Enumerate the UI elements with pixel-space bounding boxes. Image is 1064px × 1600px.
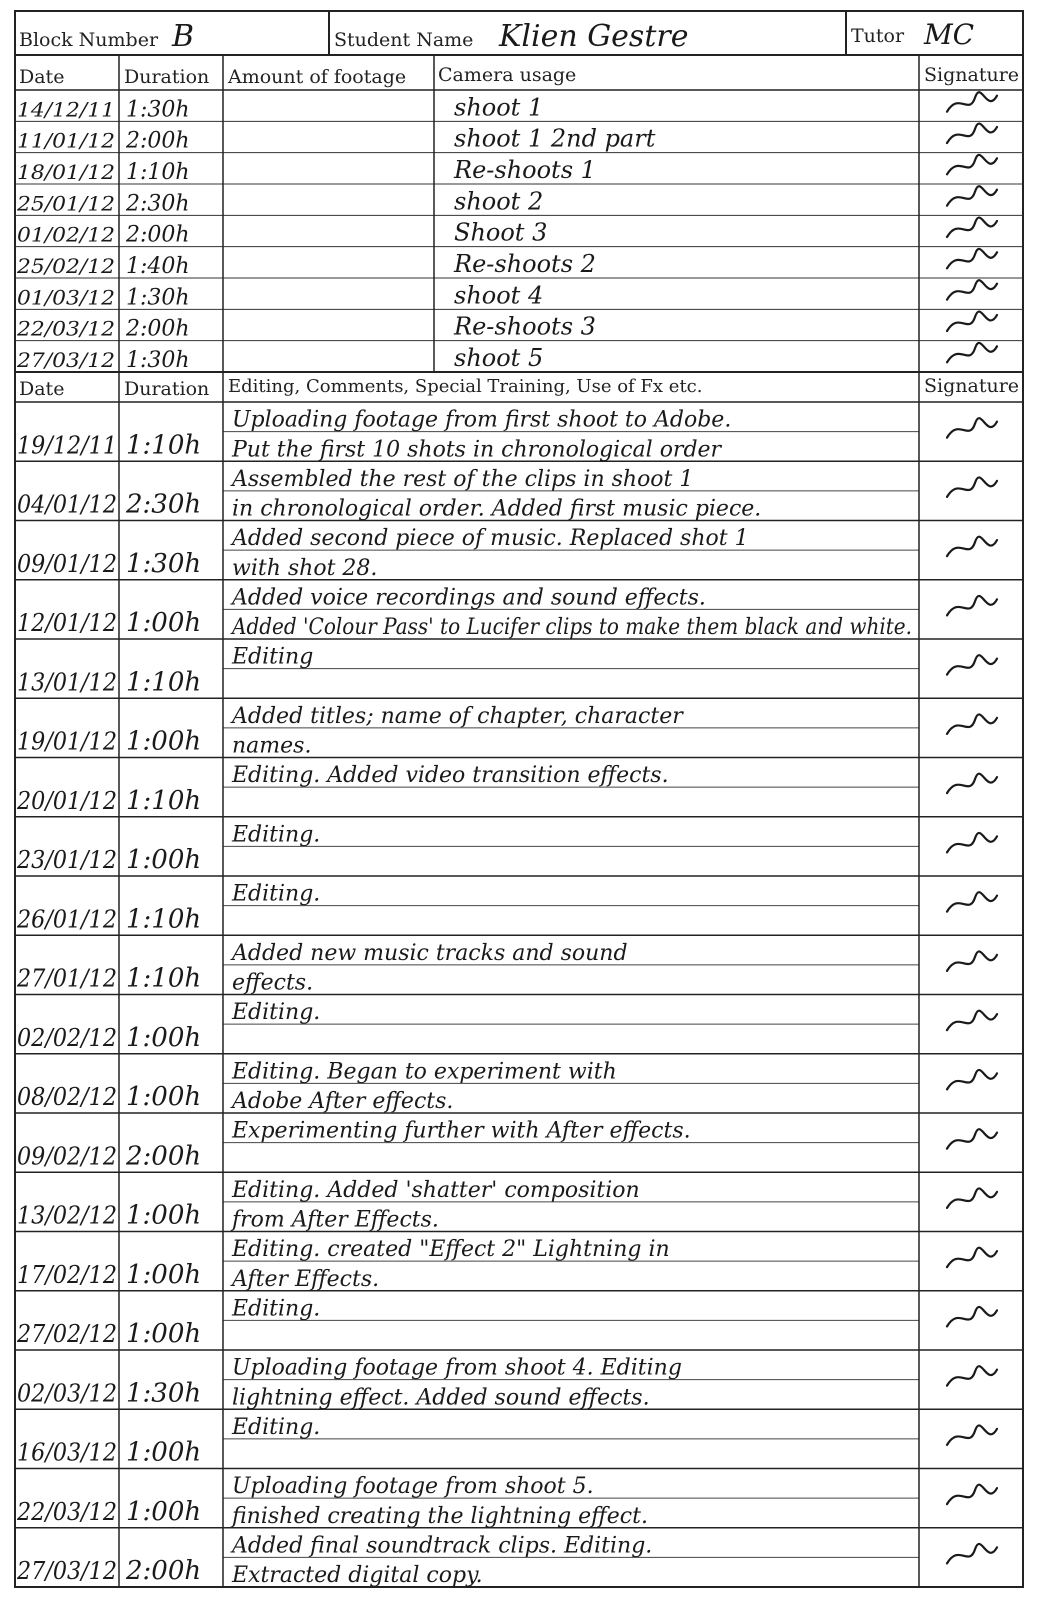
- editing-date-cell: 22/03/12: [16, 1497, 118, 1526]
- camera-duration-cell: 2:00h: [126, 222, 190, 248]
- camera-date-cell: 01/03/12: [17, 285, 115, 310]
- editing-signature: [947, 477, 997, 496]
- editing-comment-line2: from After Effects.: [232, 1207, 439, 1233]
- camera-signature: [947, 92, 997, 111]
- camera-usage-cell: shoot 2: [454, 187, 544, 216]
- editing-comment-line2: Adobe After effects.: [232, 1089, 454, 1114]
- editing-date-cell: 27/01/12: [16, 964, 118, 993]
- editing-signature-header: Signature: [924, 375, 1020, 397]
- editing-date-cell: 12/01/12: [17, 609, 117, 637]
- editing-row: [15, 1119, 1023, 1173]
- editing-date-cell: 23/01/12: [16, 846, 118, 874]
- camera-duration-cell: 2:30h: [126, 191, 190, 217]
- editing-date-cell: 19/01/12: [17, 727, 117, 756]
- editing-row: [15, 585, 1023, 640]
- editing-date-cell: 26/01/12: [16, 905, 118, 934]
- editing-duration-cell: 1:00h: [126, 1022, 202, 1053]
- camera-usage-header: Camera usage: [438, 64, 577, 86]
- editing-comment-line1: Experimenting further with After effects.: [232, 1118, 691, 1144]
- camera-row: [15, 249, 1023, 279]
- editing-signature: [947, 892, 997, 911]
- editing-date-cell: 16/03/12: [17, 1438, 117, 1467]
- editing-duration-cell: 1:10h: [126, 785, 202, 816]
- editing-signature: [947, 1544, 997, 1563]
- editing-duration-cell: 1:10h: [126, 430, 202, 461]
- editing-row: [15, 1000, 1023, 1054]
- editing-row: [15, 1237, 1023, 1292]
- editing-row: [15, 467, 1023, 522]
- camera-usage-cell: shoot 5: [454, 344, 544, 372]
- editing-row: [15, 1059, 1023, 1114]
- camera-date-cell: 01/02/12: [17, 222, 115, 247]
- editing-date-cell: 02/03/12: [17, 1379, 117, 1408]
- camera-signature: [947, 218, 997, 237]
- editing-comment-line2: effects.: [232, 970, 314, 996]
- editing-signature: [947, 1129, 997, 1148]
- editing-date-cell: 13/01/12: [17, 668, 117, 697]
- camera-signature-header: Signature: [924, 64, 1020, 86]
- editing-comment-line1: Added final soundtrack clips. Editing.: [232, 1533, 653, 1559]
- editing-row: [15, 408, 1023, 463]
- camera-signature: [947, 343, 997, 362]
- editing-signature: [947, 1188, 997, 1207]
- editing-duration-cell: 1:30h: [126, 548, 202, 579]
- tutor-label: Tutor: [851, 25, 905, 47]
- editing-duration-cell: 1:00h: [126, 608, 202, 638]
- editing-duration-cell: 1:10h: [126, 667, 202, 698]
- log-sheet: [14, 10, 1044, 1590]
- camera-duration-cell: 2:00h: [126, 316, 190, 342]
- editing-row: [16, 1533, 997, 1588]
- editing-comment-line1: Uploading footage from shoot 4. Editing: [232, 1355, 682, 1381]
- editing-signature: [947, 1070, 997, 1089]
- editing-comment-line1: Editing.: [232, 1000, 321, 1026]
- editing-date-cell: 13/02/12: [17, 1201, 117, 1230]
- camera-row: [16, 343, 997, 373]
- editing-comment-line2: in chronological order. Added first music piece.: [232, 496, 762, 522]
- editing-date-cell: 08/02/12: [17, 1083, 117, 1111]
- camera-date-header: Date: [19, 66, 65, 88]
- editing-date-cell: 20/01/12: [16, 786, 118, 815]
- editing-date-cell: 19/12/11: [17, 431, 117, 460]
- editing-comment-line2: lightning effect. Added sound effects.: [232, 1385, 650, 1411]
- log-sheet-grid: [14, 10, 1044, 1590]
- editing-signature: [947, 1011, 997, 1030]
- student-name-value: Klien Gestre: [499, 19, 689, 54]
- camera-signature: [947, 312, 997, 331]
- editing-duration-cell: 1:00h: [126, 1200, 202, 1231]
- editing-duration-cell: 1:00h: [126, 845, 202, 875]
- editing-comment-line1: Editing.: [232, 1296, 321, 1322]
- editing-comment-line2: Put the first 10 shots in chronological order: [232, 437, 722, 463]
- editing-comment-line2: Extracted digital copy.: [232, 1563, 483, 1588]
- camera-date-cell: 27/03/12: [15, 348, 116, 372]
- editing-comment-line2: with shot 28.: [232, 555, 378, 581]
- camera-signature: [947, 155, 997, 174]
- camera-duration-header: Duration: [124, 66, 210, 88]
- camera-row: [15, 124, 1023, 154]
- editing-signature: [947, 833, 997, 852]
- editing-row: [15, 1356, 1023, 1411]
- editing-duration-cell: 1:10h: [126, 904, 202, 935]
- editing-duration-cell: 1:00h: [126, 1082, 202, 1112]
- block-number-value: B: [172, 19, 195, 54]
- editing-comment-line1: Added titles; name of chapter, character: [232, 703, 683, 729]
- camera-date-cell: 14/12/11: [17, 97, 115, 122]
- editing-signature: [947, 1248, 997, 1267]
- camera-duration-cell: 1:30h: [126, 97, 190, 123]
- editing-comment-line1: Uploading footage from shoot 5.: [232, 1474, 594, 1500]
- camera-row: [15, 186, 1023, 216]
- editing-comment-line1: Editing. Began to experiment with: [232, 1059, 617, 1085]
- camera-date-cell: 25/02/12: [15, 254, 116, 278]
- editing-comments-header: Editing, Comments, Special Training, Use of Fx etc.: [228, 376, 703, 397]
- editing-duration-cell: 1:30h: [126, 1378, 202, 1409]
- editing-date-cell: 27/02/12: [16, 1320, 118, 1348]
- camera-row: [15, 155, 1023, 185]
- camera-signature: [947, 186, 997, 205]
- camera-usage-cell: shoot 4: [454, 281, 544, 310]
- editing-signature: [947, 1485, 997, 1504]
- editing-signature: [947, 537, 997, 556]
- camera-duration-cell: 1:40h: [126, 254, 190, 279]
- editing-comment-line1: Editing.: [232, 1414, 321, 1440]
- student-name-label: Student Name: [334, 29, 474, 51]
- editing-comment-line1: Added new music tracks and sound: [232, 940, 628, 966]
- editing-date-cell: 04/01/12: [17, 490, 117, 519]
- camera-usage-cell: Re-shoots 3: [454, 312, 596, 341]
- camera-row: [15, 280, 1023, 310]
- camera-date-cell: 18/01/12: [17, 160, 115, 184]
- editing-row: [15, 1296, 1023, 1350]
- editing-comment-line1: Editing. Added 'shatter' composition: [232, 1177, 640, 1203]
- camera-signature: [947, 124, 997, 143]
- camera-row: [15, 218, 1023, 248]
- tutor-value: MC: [924, 18, 975, 51]
- camera-usage-cell: Re-shoots 2: [454, 250, 596, 278]
- editing-duration-cell: 1:00h: [126, 1496, 202, 1527]
- camera-duration-cell: 1:30h: [126, 348, 190, 373]
- editing-date-header: Date: [19, 378, 65, 400]
- editing-signature: [947, 596, 997, 615]
- editing-duration-cell: 1:00h: [126, 1259, 202, 1290]
- editing-date-cell: 09/02/12: [17, 1142, 117, 1171]
- editing-date-cell: 17/02/12: [17, 1260, 117, 1289]
- editing-comment-line2: After Effects.: [232, 1266, 380, 1292]
- editing-comment-line1: Editing: [232, 644, 314, 670]
- editing-comment-line2: names.: [232, 733, 312, 759]
- editing-duration-cell: 1:10h: [126, 963, 202, 994]
- camera-row: [15, 312, 1023, 342]
- editing-date-cell: 09/01/12: [17, 549, 117, 578]
- editing-duration-header: Duration: [124, 378, 210, 400]
- camera-duration-cell: 1:30h: [126, 285, 190, 311]
- camera-usage-cell: shoot 1 2nd part: [454, 124, 656, 153]
- editing-signature: [947, 714, 997, 733]
- editing-row: [15, 941, 1023, 996]
- editing-comment-line1: Added second piece of music. Replaced shot 1: [232, 526, 749, 552]
- camera-date-cell: 22/03/12: [15, 316, 116, 341]
- editing-date-cell: 02/02/12: [17, 1023, 117, 1052]
- editing-row: [15, 763, 1023, 817]
- block-number-label: Block Number: [19, 29, 159, 51]
- editing-duration-cell: 2:00h: [126, 1556, 202, 1586]
- editing-duration-cell: 1:00h: [126, 726, 202, 757]
- editing-row: [15, 526, 1023, 581]
- camera-usage-cell: Shoot 3: [454, 218, 548, 247]
- editing-row: [15, 882, 1023, 936]
- editing-row: [15, 1474, 1023, 1529]
- camera-duration-cell: 2:00h: [126, 128, 190, 154]
- camera-footage-header: Amount of footage: [228, 66, 407, 88]
- editing-duration-cell: 1:00h: [126, 1437, 202, 1468]
- editing-comment-line1: Editing. created "Effect 2" Lightning in: [232, 1237, 670, 1263]
- editing-comment-line1: Assembled the rest of the clips in shoot 1: [232, 466, 694, 492]
- camera-date-cell: 25/01/12: [15, 191, 116, 216]
- camera-signature: [947, 280, 997, 299]
- camera-row: [15, 92, 1023, 122]
- editing-comment-line1: Uploading footage from first shoot to Adobe.: [232, 407, 732, 433]
- editing-duration-cell: 2:30h: [126, 489, 202, 520]
- editing-signature: [947, 951, 997, 970]
- editing-signature: [947, 1366, 997, 1385]
- editing-comment-line1: Editing.: [232, 822, 321, 848]
- editing-signature: [947, 1307, 997, 1326]
- editing-signature: [947, 418, 997, 437]
- editing-comment-line1: Added voice recordings and sound effects.: [232, 585, 706, 611]
- editing-duration-cell: 1:00h: [126, 1319, 202, 1349]
- editing-comment-line1: Editing. Added video transition effects.: [232, 763, 669, 789]
- camera-duration-cell: 1:10h: [126, 160, 190, 185]
- editing-signature: [947, 774, 997, 793]
- editing-signature: [947, 655, 997, 674]
- editing-signature: [947, 1425, 997, 1444]
- editing-duration-cell: 2:00h: [126, 1141, 202, 1172]
- editing-row: [15, 1178, 1023, 1233]
- editing-comment-line2: Added 'Colour Pass' to Lucifer clips to make them black and white.: [230, 615, 913, 640]
- editing-comment-line1: Editing.: [232, 881, 321, 907]
- camera-signature: [947, 249, 997, 268]
- editing-row: [15, 704, 1023, 759]
- editing-comment-line2: finished creating the lightning effect.: [232, 1503, 648, 1529]
- camera-usage-cell: Re-shoots 1: [454, 156, 596, 184]
- camera-usage-cell: shoot 1: [454, 93, 544, 122]
- editing-date-cell: 27/03/12: [16, 1557, 118, 1585]
- editing-row: [15, 822, 1023, 876]
- camera-date-cell: 11/01/12: [17, 128, 115, 153]
- editing-row: [15, 1415, 1023, 1469]
- editing-row: [15, 645, 1023, 699]
